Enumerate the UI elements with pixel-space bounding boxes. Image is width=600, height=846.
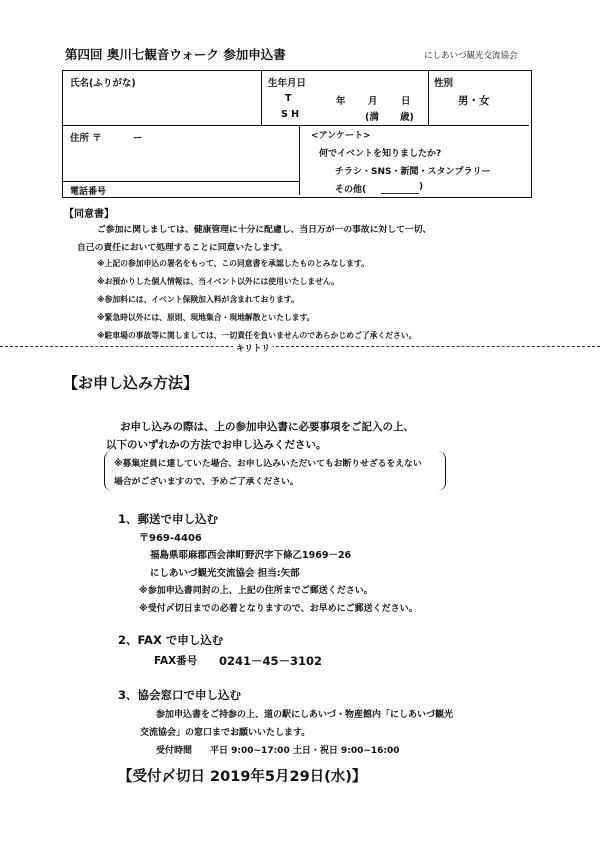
col-divider-address-survey <box>299 125 300 195</box>
survey-other-close: ) <box>419 182 424 192</box>
mail-postal: 〒969-4406 <box>139 533 202 544</box>
method-heading: 【お申し込み方法】 <box>63 374 199 392</box>
address-dash: ー <box>133 133 143 144</box>
col-divider-birth-gender <box>428 71 429 125</box>
consent-note: ※お預かりした個人情報は、当イベント以外には使用いたしません。 <box>97 277 339 286</box>
birth-month-label: 月 <box>368 96 378 107</box>
fax-heading: 2、FAX で申し込む <box>118 633 224 647</box>
address-input[interactable] <box>67 143 295 179</box>
counter-line-2: 交流協会」の窓口までお願いいたします。 <box>140 728 311 738</box>
age-open: (満 <box>365 112 379 123</box>
address-label: 住所 〒 <box>70 133 102 144</box>
form-title: 第四回 奥川七観音ウォーク 参加申込書 <box>65 47 286 62</box>
fax-number: 0241－45－3102 <box>219 654 323 668</box>
notice-line-2: 場合がございますので、予めご了承ください。 <box>114 477 299 487</box>
birth-year-label: 年 <box>336 96 346 107</box>
consent-line-1: ご参加に関しましては、健康管理に十分に配慮し、当日万が一の事故に対して一切、 <box>97 225 432 235</box>
row-divider-1 <box>63 125 529 126</box>
counter-line-1: 参加申込書をご持参の上、道の駅にしあいづ・物産館内「にしあいづ観光 <box>156 710 454 720</box>
birth-day-label: 日 <box>401 96 411 107</box>
row-divider-phone <box>63 181 300 182</box>
cut-label: キリトリ <box>233 342 273 354</box>
cut-line <box>0 346 600 347</box>
method-intro-2: 以下のいずれかの方法でお申し込みください。 <box>106 439 327 451</box>
birth-era-sh: S H <box>281 109 300 120</box>
survey-other: その他( <box>335 185 367 195</box>
birth-era-t: T <box>285 93 292 104</box>
fax-number-label: FAX番号 <box>154 655 198 667</box>
consent-line-2: 自己の責任において処理することに同意いたします。 <box>77 243 288 253</box>
phone-label: 電話番号 <box>70 187 107 197</box>
mail-recipient: にしあいづ観光交流協会 担当:矢部 <box>150 568 300 579</box>
gender-options[interactable]: 男・女 <box>458 95 490 107</box>
consent-note: ※駐車場の事故等に関しましては、一切責任を負いませんのであらかじめご了承ください。 <box>97 331 417 340</box>
birth-label: 生年月日 <box>268 78 307 89</box>
method-intro-1: お申し込みの際は、上の参加申込書に必要事項をご記入の上、 <box>120 421 414 433</box>
consent-heading: 【同意書】 <box>64 209 114 220</box>
deadline: 【受付〆切日 2019年5月29日(水)】 <box>118 769 367 785</box>
consent-note: ※緊急時以外には、原則、現地集合・現地解散といたします。 <box>97 313 315 322</box>
mail-note-1: ※参加申込書同封の上、上記の住所までご郵送ください。 <box>139 586 373 596</box>
mail-heading: 1、郵送で申し込む <box>118 512 219 526</box>
hours-label: 受付時間 <box>156 746 193 756</box>
organization-name: にしあいづ観光交流協会 <box>424 51 518 61</box>
age-close: 歳) <box>400 112 414 123</box>
survey-options[interactable]: チラシ・SNS・新聞・スタンプラリー <box>335 167 491 177</box>
survey-other-input[interactable] <box>381 181 419 194</box>
consent-note: ※参加料には、イベント保険加入料が含まれております。 <box>97 295 299 304</box>
gender-label: 性別 <box>434 78 454 89</box>
name-label: 氏名(ふりがな) <box>70 78 136 89</box>
mail-address: 福島県耶麻郡西会津町野沢字下條乙1969－26 <box>150 550 352 561</box>
name-input[interactable] <box>67 89 257 121</box>
phone-input[interactable] <box>120 183 290 197</box>
survey-question: 何でイベントを知りましたか? <box>319 149 442 159</box>
col-divider-name-birth <box>261 71 262 125</box>
notice-line-1: ※募集定員に達していた場合、お申し込みいただいてもお断りせざるをえない <box>114 459 422 469</box>
application-form <box>62 70 532 198</box>
consent-note: ※上記の参加申込の署名をもって、この同意書を承認したものとみなします。 <box>97 259 369 268</box>
counter-heading: 3、協会窓口で申し込む <box>118 688 242 702</box>
survey-label: <アンケート> <box>311 131 371 141</box>
hours-value: 平日 9:00~17:00 土日・祝日 9:00~16:00 <box>210 746 400 756</box>
mail-note-2: ※受付〆切日までの必着となりますので、お早めにご郵送ください。 <box>139 604 418 614</box>
